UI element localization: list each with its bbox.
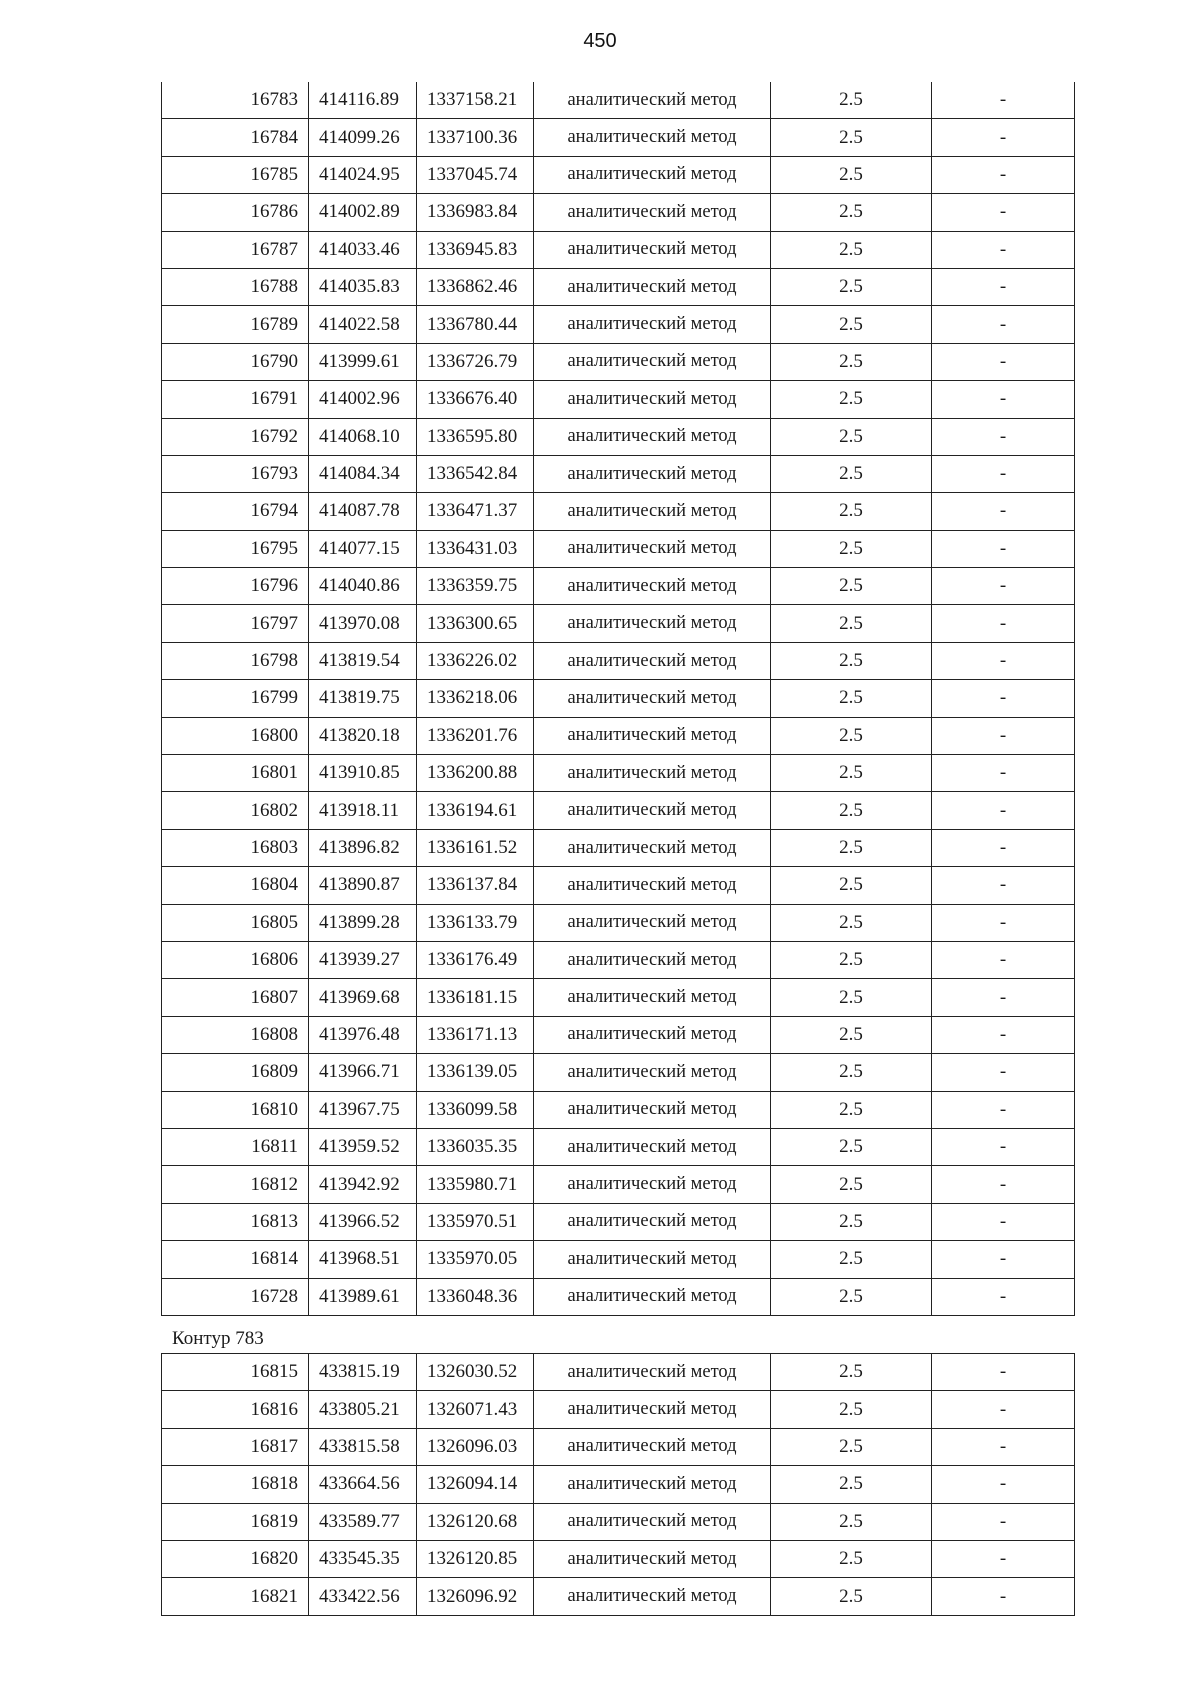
table-row bbox=[162, 1241, 1075, 1278]
x-coordinate-cell: 414035.83 bbox=[309, 268, 417, 305]
table-row bbox=[162, 194, 1075, 231]
accuracy-cell: 2.5 bbox=[771, 1241, 932, 1278]
y-coordinate-cell: 1336048.36 bbox=[417, 1278, 534, 1315]
description-cell: - bbox=[932, 867, 1075, 904]
method-cell: аналитический метод bbox=[534, 792, 771, 829]
table-row bbox=[162, 717, 1075, 754]
y-coordinate-cell: 1335970.05 bbox=[417, 1241, 534, 1278]
description-cell: - bbox=[932, 717, 1075, 754]
x-coordinate-cell: 413999.61 bbox=[309, 343, 417, 380]
point-number-cell: 16811 bbox=[162, 1128, 309, 1165]
method-cell: аналитический метод bbox=[534, 1578, 771, 1615]
y-coordinate-cell: 1326071.43 bbox=[417, 1391, 534, 1428]
description-cell: - bbox=[932, 1203, 1075, 1240]
table-row bbox=[162, 829, 1075, 866]
accuracy-cell: 2.5 bbox=[771, 493, 932, 530]
method-cell: аналитический метод bbox=[534, 1503, 771, 1540]
accuracy-cell: 2.5 bbox=[771, 455, 932, 492]
x-coordinate-cell: 413918.11 bbox=[309, 792, 417, 829]
y-coordinate-cell: 1335980.71 bbox=[417, 1166, 534, 1203]
accuracy-cell: 2.5 bbox=[771, 642, 932, 679]
y-coordinate-cell: 1336300.65 bbox=[417, 605, 534, 642]
method-cell: аналитический метод bbox=[534, 605, 771, 642]
y-coordinate-cell: 1326030.52 bbox=[417, 1354, 534, 1391]
x-coordinate-cell: 413890.87 bbox=[309, 867, 417, 904]
description-cell: - bbox=[932, 642, 1075, 679]
accuracy-cell: 2.5 bbox=[771, 119, 932, 156]
table-row bbox=[162, 1016, 1075, 1053]
method-cell: аналитический метод bbox=[534, 680, 771, 717]
method-cell: аналитический метод bbox=[534, 268, 771, 305]
x-coordinate-cell: 413819.75 bbox=[309, 680, 417, 717]
y-coordinate-cell: 1335970.51 bbox=[417, 1203, 534, 1240]
point-number-cell: 16806 bbox=[162, 941, 309, 978]
point-number-cell: 16728 bbox=[162, 1278, 309, 1315]
y-coordinate-cell: 1337045.74 bbox=[417, 156, 534, 193]
table-row bbox=[162, 1578, 1075, 1615]
description-cell: - bbox=[932, 119, 1075, 156]
y-coordinate-cell: 1336161.52 bbox=[417, 829, 534, 866]
point-number-cell: 16819 bbox=[162, 1503, 309, 1540]
table-row bbox=[162, 1391, 1075, 1428]
x-coordinate-cell: 414084.34 bbox=[309, 455, 417, 492]
description-cell: - bbox=[932, 568, 1075, 605]
point-number-cell: 16816 bbox=[162, 1391, 309, 1428]
point-number-cell: 16793 bbox=[162, 455, 309, 492]
table-row bbox=[162, 904, 1075, 941]
x-coordinate-cell: 413966.52 bbox=[309, 1203, 417, 1240]
description-cell: - bbox=[932, 829, 1075, 866]
accuracy-cell: 2.5 bbox=[771, 1578, 932, 1615]
method-cell: аналитический метод bbox=[534, 1428, 771, 1465]
x-coordinate-cell: 414116.89 bbox=[309, 82, 417, 119]
accuracy-cell: 2.5 bbox=[771, 941, 932, 978]
description-cell: - bbox=[932, 530, 1075, 567]
point-number-cell: 16798 bbox=[162, 642, 309, 679]
y-coordinate-cell: 1337100.36 bbox=[417, 119, 534, 156]
point-number-cell: 16784 bbox=[162, 119, 309, 156]
point-number-cell: 16787 bbox=[162, 231, 309, 268]
accuracy-cell: 2.5 bbox=[771, 343, 932, 380]
y-coordinate-cell: 1336200.88 bbox=[417, 755, 534, 792]
method-cell: аналитический метод bbox=[534, 194, 771, 231]
accuracy-cell: 2.5 bbox=[771, 1428, 932, 1465]
point-number-cell: 16821 bbox=[162, 1578, 309, 1615]
y-coordinate-cell: 1336676.40 bbox=[417, 381, 534, 418]
y-coordinate-cell: 1336471.37 bbox=[417, 493, 534, 530]
y-coordinate-cell: 1336176.49 bbox=[417, 941, 534, 978]
method-cell: аналитический метод bbox=[534, 1540, 771, 1577]
x-coordinate-cell: 413966.71 bbox=[309, 1054, 417, 1091]
description-cell: - bbox=[932, 605, 1075, 642]
x-coordinate-cell: 413896.82 bbox=[309, 829, 417, 866]
description-cell: - bbox=[932, 268, 1075, 305]
method-cell: аналитический метод bbox=[534, 82, 771, 119]
table-row bbox=[162, 941, 1075, 978]
y-coordinate-cell: 1336595.80 bbox=[417, 418, 534, 455]
description-cell: - bbox=[932, 1241, 1075, 1278]
table-row bbox=[162, 680, 1075, 717]
table-row bbox=[162, 1428, 1075, 1465]
table-row bbox=[162, 82, 1075, 119]
table-row bbox=[162, 343, 1075, 380]
y-coordinate-cell: 1326120.68 bbox=[417, 1503, 534, 1540]
table-row bbox=[162, 493, 1075, 530]
description-cell: - bbox=[932, 1016, 1075, 1053]
point-number-cell: 16783 bbox=[162, 82, 309, 119]
y-coordinate-cell: 1336035.35 bbox=[417, 1128, 534, 1165]
accuracy-cell: 2.5 bbox=[771, 1540, 932, 1577]
description-cell: - bbox=[932, 904, 1075, 941]
table-row bbox=[162, 1054, 1075, 1091]
x-coordinate-cell: 413976.48 bbox=[309, 1016, 417, 1053]
method-cell: аналитический метод bbox=[534, 1166, 771, 1203]
accuracy-cell: 2.5 bbox=[771, 717, 932, 754]
accuracy-cell: 2.5 bbox=[771, 1203, 932, 1240]
point-number-cell: 16803 bbox=[162, 829, 309, 866]
method-cell: аналитический метод bbox=[534, 904, 771, 941]
x-coordinate-cell: 413968.51 bbox=[309, 1241, 417, 1278]
table-row bbox=[162, 530, 1075, 567]
point-number-cell: 16794 bbox=[162, 493, 309, 530]
y-coordinate-cell: 1336201.76 bbox=[417, 717, 534, 754]
table-row bbox=[162, 605, 1075, 642]
description-cell: - bbox=[932, 343, 1075, 380]
y-coordinate-cell: 1336194.61 bbox=[417, 792, 534, 829]
accuracy-cell: 2.5 bbox=[771, 867, 932, 904]
y-coordinate-cell: 1336133.79 bbox=[417, 904, 534, 941]
description-cell: - bbox=[932, 755, 1075, 792]
accuracy-cell: 2.5 bbox=[771, 1166, 932, 1203]
method-cell: аналитический метод bbox=[534, 1128, 771, 1165]
x-coordinate-cell: 413819.54 bbox=[309, 642, 417, 679]
accuracy-cell: 2.5 bbox=[771, 381, 932, 418]
point-number-cell: 16785 bbox=[162, 156, 309, 193]
contour-783-table bbox=[161, 1353, 1075, 1616]
point-number-cell: 16797 bbox=[162, 605, 309, 642]
table-row bbox=[162, 306, 1075, 343]
description-cell: - bbox=[932, 194, 1075, 231]
method-cell: аналитический метод bbox=[534, 1054, 771, 1091]
method-cell: аналитический метод bbox=[534, 306, 771, 343]
accuracy-cell: 2.5 bbox=[771, 755, 932, 792]
x-coordinate-cell: 433815.19 bbox=[309, 1354, 417, 1391]
x-coordinate-cell: 414002.89 bbox=[309, 194, 417, 231]
description-cell: - bbox=[932, 418, 1075, 455]
point-number-cell: 16809 bbox=[162, 1054, 309, 1091]
table-row bbox=[162, 1278, 1075, 1315]
description-cell: - bbox=[932, 82, 1075, 119]
coordinates-table bbox=[161, 82, 1075, 1316]
accuracy-cell: 2.5 bbox=[771, 1466, 932, 1503]
method-cell: аналитический метод bbox=[534, 343, 771, 380]
method-cell: аналитический метод bbox=[534, 381, 771, 418]
y-coordinate-cell: 1326096.03 bbox=[417, 1428, 534, 1465]
x-coordinate-cell: 433815.58 bbox=[309, 1428, 417, 1465]
table-row bbox=[162, 156, 1075, 193]
x-coordinate-cell: 413820.18 bbox=[309, 717, 417, 754]
point-number-cell: 16804 bbox=[162, 867, 309, 904]
x-coordinate-cell: 414087.78 bbox=[309, 493, 417, 530]
y-coordinate-cell: 1336226.02 bbox=[417, 642, 534, 679]
y-coordinate-cell: 1326096.92 bbox=[417, 1578, 534, 1615]
x-coordinate-cell: 433664.56 bbox=[309, 1466, 417, 1503]
y-coordinate-cell: 1336137.84 bbox=[417, 867, 534, 904]
point-number-cell: 16801 bbox=[162, 755, 309, 792]
accuracy-cell: 2.5 bbox=[771, 605, 932, 642]
description-cell: - bbox=[932, 1466, 1075, 1503]
table-row bbox=[162, 418, 1075, 455]
point-number-cell: 16802 bbox=[162, 792, 309, 829]
x-coordinate-cell: 413989.61 bbox=[309, 1278, 417, 1315]
point-number-cell: 16792 bbox=[162, 418, 309, 455]
accuracy-cell: 2.5 bbox=[771, 306, 932, 343]
table-row bbox=[162, 1503, 1075, 1540]
contour-label: Контур 783 bbox=[172, 1328, 264, 1349]
table-row bbox=[162, 119, 1075, 156]
point-number-cell: 16820 bbox=[162, 1540, 309, 1577]
accuracy-cell: 2.5 bbox=[771, 792, 932, 829]
method-cell: аналитический метод bbox=[534, 530, 771, 567]
x-coordinate-cell: 413969.68 bbox=[309, 979, 417, 1016]
accuracy-cell: 2.5 bbox=[771, 1016, 932, 1053]
x-coordinate-cell: 414002.96 bbox=[309, 381, 417, 418]
point-number-cell: 16808 bbox=[162, 1016, 309, 1053]
description-cell: - bbox=[932, 1278, 1075, 1315]
method-cell: аналитический метод bbox=[534, 1278, 771, 1315]
description-cell: - bbox=[932, 1166, 1075, 1203]
method-cell: аналитический метод bbox=[534, 1354, 771, 1391]
accuracy-cell: 2.5 bbox=[771, 1054, 932, 1091]
table-row bbox=[162, 455, 1075, 492]
table-row bbox=[162, 1466, 1075, 1503]
accuracy-cell: 2.5 bbox=[771, 156, 932, 193]
accuracy-cell: 2.5 bbox=[771, 829, 932, 866]
y-coordinate-cell: 1336726.79 bbox=[417, 343, 534, 380]
y-coordinate-cell: 1336542.84 bbox=[417, 455, 534, 492]
method-cell: аналитический метод bbox=[534, 979, 771, 1016]
y-coordinate-cell: 1336181.15 bbox=[417, 979, 534, 1016]
table-row bbox=[162, 268, 1075, 305]
x-coordinate-cell: 414024.95 bbox=[309, 156, 417, 193]
accuracy-cell: 2.5 bbox=[771, 680, 932, 717]
x-coordinate-cell: 413967.75 bbox=[309, 1091, 417, 1128]
method-cell: аналитический метод bbox=[534, 867, 771, 904]
x-coordinate-cell: 414022.58 bbox=[309, 306, 417, 343]
accuracy-cell: 2.5 bbox=[771, 82, 932, 119]
method-cell: аналитический метод bbox=[534, 455, 771, 492]
description-cell: - bbox=[932, 1354, 1075, 1391]
point-number-cell: 16795 bbox=[162, 530, 309, 567]
y-coordinate-cell: 1336945.83 bbox=[417, 231, 534, 268]
point-number-cell: 16818 bbox=[162, 1466, 309, 1503]
point-number-cell: 16800 bbox=[162, 717, 309, 754]
y-coordinate-cell: 1336359.75 bbox=[417, 568, 534, 605]
y-coordinate-cell: 1336171.13 bbox=[417, 1016, 534, 1053]
table-row bbox=[162, 1203, 1075, 1240]
point-number-cell: 16810 bbox=[162, 1091, 309, 1128]
table-row bbox=[162, 381, 1075, 418]
method-cell: аналитический метод bbox=[534, 156, 771, 193]
table-row bbox=[162, 1354, 1075, 1391]
description-cell: - bbox=[932, 455, 1075, 492]
method-cell: аналитический метод bbox=[534, 1466, 771, 1503]
description-cell: - bbox=[932, 1428, 1075, 1465]
description-cell: - bbox=[932, 680, 1075, 717]
accuracy-cell: 2.5 bbox=[771, 1503, 932, 1540]
description-cell: - bbox=[932, 1578, 1075, 1615]
method-cell: аналитический метод bbox=[534, 1016, 771, 1053]
point-number-cell: 16805 bbox=[162, 904, 309, 941]
method-cell: аналитический метод bbox=[534, 1241, 771, 1278]
table-row bbox=[162, 1540, 1075, 1577]
method-cell: аналитический метод bbox=[534, 941, 771, 978]
accuracy-cell: 2.5 bbox=[771, 1391, 932, 1428]
y-coordinate-cell: 1336099.58 bbox=[417, 1091, 534, 1128]
point-number-cell: 16817 bbox=[162, 1428, 309, 1465]
table-row bbox=[162, 755, 1075, 792]
method-cell: аналитический метод bbox=[534, 493, 771, 530]
description-cell: - bbox=[932, 493, 1075, 530]
description-cell: - bbox=[932, 792, 1075, 829]
description-cell: - bbox=[932, 1054, 1075, 1091]
x-coordinate-cell: 413939.27 bbox=[309, 941, 417, 978]
accuracy-cell: 2.5 bbox=[771, 194, 932, 231]
table-row bbox=[162, 642, 1075, 679]
method-cell: аналитический метод bbox=[534, 1391, 771, 1428]
description-cell: - bbox=[932, 1391, 1075, 1428]
x-coordinate-cell: 414040.86 bbox=[309, 568, 417, 605]
accuracy-cell: 2.5 bbox=[771, 1091, 932, 1128]
x-coordinate-cell: 413899.28 bbox=[309, 904, 417, 941]
x-coordinate-cell: 413959.52 bbox=[309, 1128, 417, 1165]
method-cell: аналитический метод bbox=[534, 119, 771, 156]
method-cell: аналитический метод bbox=[534, 755, 771, 792]
y-coordinate-cell: 1336218.06 bbox=[417, 680, 534, 717]
point-number-cell: 16796 bbox=[162, 568, 309, 605]
x-coordinate-cell: 433589.77 bbox=[309, 1503, 417, 1540]
accuracy-cell: 2.5 bbox=[771, 979, 932, 1016]
accuracy-cell: 2.5 bbox=[771, 904, 932, 941]
description-cell: - bbox=[932, 156, 1075, 193]
y-coordinate-cell: 1326120.85 bbox=[417, 1540, 534, 1577]
x-coordinate-cell: 414068.10 bbox=[309, 418, 417, 455]
description-cell: - bbox=[932, 1128, 1075, 1165]
point-number-cell: 16789 bbox=[162, 306, 309, 343]
method-cell: аналитический метод bbox=[534, 568, 771, 605]
x-coordinate-cell: 413942.92 bbox=[309, 1166, 417, 1203]
point-number-cell: 16791 bbox=[162, 381, 309, 418]
y-coordinate-cell: 1336862.46 bbox=[417, 268, 534, 305]
x-coordinate-cell: 414099.26 bbox=[309, 119, 417, 156]
y-coordinate-cell: 1336139.05 bbox=[417, 1054, 534, 1091]
table-row bbox=[162, 792, 1075, 829]
table-row bbox=[162, 979, 1075, 1016]
table-row bbox=[162, 568, 1075, 605]
method-cell: аналитический метод bbox=[534, 1203, 771, 1240]
method-cell: аналитический метод bbox=[534, 1091, 771, 1128]
x-coordinate-cell: 413910.85 bbox=[309, 755, 417, 792]
method-cell: аналитический метод bbox=[534, 231, 771, 268]
description-cell: - bbox=[932, 1503, 1075, 1540]
table-row bbox=[162, 1091, 1075, 1128]
y-coordinate-cell: 1336983.84 bbox=[417, 194, 534, 231]
point-number-cell: 16788 bbox=[162, 268, 309, 305]
y-coordinate-cell: 1326094.14 bbox=[417, 1466, 534, 1503]
point-number-cell: 16786 bbox=[162, 194, 309, 231]
y-coordinate-cell: 1337158.21 bbox=[417, 82, 534, 119]
table-row bbox=[162, 867, 1075, 904]
page-number: 450 bbox=[583, 30, 617, 52]
y-coordinate-cell: 1336780.44 bbox=[417, 306, 534, 343]
accuracy-cell: 2.5 bbox=[771, 231, 932, 268]
x-coordinate-cell: 433422.56 bbox=[309, 1578, 417, 1615]
description-cell: - bbox=[932, 979, 1075, 1016]
method-cell: аналитический метод bbox=[534, 418, 771, 455]
point-number-cell: 16812 bbox=[162, 1166, 309, 1203]
table-row bbox=[162, 1166, 1075, 1203]
description-cell: - bbox=[932, 381, 1075, 418]
description-cell: - bbox=[932, 1540, 1075, 1577]
point-number-cell: 16790 bbox=[162, 343, 309, 380]
accuracy-cell: 2.5 bbox=[771, 530, 932, 567]
point-number-cell: 16814 bbox=[162, 1241, 309, 1278]
point-number-cell: 16799 bbox=[162, 680, 309, 717]
accuracy-cell: 2.5 bbox=[771, 1278, 932, 1315]
description-cell: - bbox=[932, 941, 1075, 978]
description-cell: - bbox=[932, 306, 1075, 343]
accuracy-cell: 2.5 bbox=[771, 1128, 932, 1165]
method-cell: аналитический метод bbox=[534, 642, 771, 679]
description-cell: - bbox=[932, 231, 1075, 268]
accuracy-cell: 2.5 bbox=[771, 568, 932, 605]
description-cell: - bbox=[932, 1091, 1075, 1128]
point-number-cell: 16807 bbox=[162, 979, 309, 1016]
x-coordinate-cell: 414033.46 bbox=[309, 231, 417, 268]
x-coordinate-cell: 433545.35 bbox=[309, 1540, 417, 1577]
accuracy-cell: 2.5 bbox=[771, 418, 932, 455]
accuracy-cell: 2.5 bbox=[771, 1354, 932, 1391]
y-coordinate-cell: 1336431.03 bbox=[417, 530, 534, 567]
method-cell: аналитический метод bbox=[534, 717, 771, 754]
method-cell: аналитический метод bbox=[534, 829, 771, 866]
table-row bbox=[162, 1128, 1075, 1165]
point-number-cell: 16813 bbox=[162, 1203, 309, 1240]
x-coordinate-cell: 413970.08 bbox=[309, 605, 417, 642]
x-coordinate-cell: 414077.15 bbox=[309, 530, 417, 567]
point-number-cell: 16815 bbox=[162, 1354, 309, 1391]
accuracy-cell: 2.5 bbox=[771, 268, 932, 305]
x-coordinate-cell: 433805.21 bbox=[309, 1391, 417, 1428]
table-row bbox=[162, 231, 1075, 268]
